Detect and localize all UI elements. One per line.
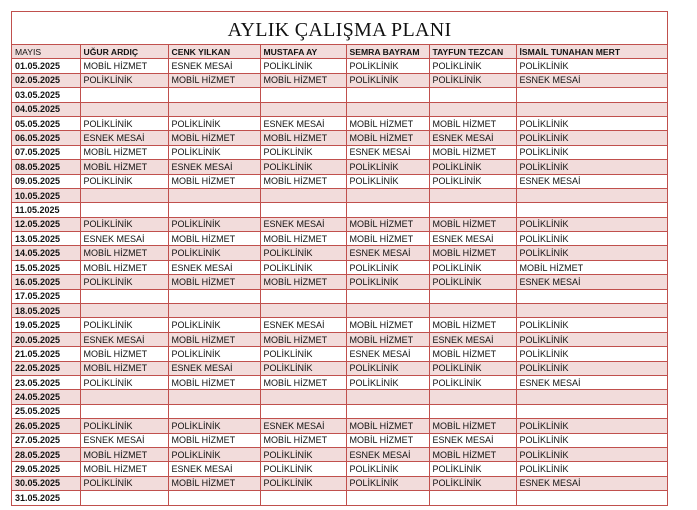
shift-cell[interactable]: ESNEK MESAİ [80, 232, 168, 246]
shift-cell[interactable]: POLİKLİNİK [516, 116, 667, 130]
shift-cell[interactable]: POLİKLİNİK [260, 145, 346, 159]
shift-cell[interactable] [516, 203, 667, 217]
shift-cell[interactable]: POLİKLİNİK [80, 217, 168, 231]
shift-cell[interactable]: POLİKLİNİK [260, 59, 346, 73]
shift-cell[interactable]: MOBİL HİZMET [429, 217, 516, 231]
shift-cell[interactable]: ESNEK MESAİ [168, 160, 260, 174]
shift-cell[interactable]: ESNEK MESAİ [346, 447, 429, 461]
month-header: MAYIS [12, 45, 80, 59]
table-row [12, 203, 667, 217]
shift-cell[interactable] [516, 491, 667, 505]
shift-cell[interactable]: MOBİL HİZMET [168, 131, 260, 145]
shift-cell[interactable]: MOBİL HİZMET [260, 332, 346, 346]
shift-cell[interactable]: POLİKLİNİK [429, 260, 516, 274]
shift-cell[interactable]: MOBİL HİZMET [260, 433, 346, 447]
table-row [12, 131, 667, 145]
shift-cell[interactable] [168, 289, 260, 303]
shift-cell[interactable] [80, 304, 168, 318]
table-row [12, 73, 667, 87]
shift-cell[interactable] [80, 102, 168, 116]
shift-cell[interactable]: POLİKLİNİK [168, 347, 260, 361]
table-row [12, 174, 667, 188]
shift-cell[interactable]: POLİKLİNİK [346, 260, 429, 274]
shift-cell[interactable]: MOBİL HİZMET [168, 275, 260, 289]
date-cell[interactable]: 15.05.2025 [12, 260, 80, 274]
date-cell[interactable]: 21.05.2025 [12, 347, 80, 361]
date-cell[interactable]: 29.05.2025 [12, 462, 80, 476]
shift-cell[interactable]: MOBİL HİZMET [429, 116, 516, 130]
shift-cell[interactable]: MOBİL HİZMET [80, 59, 168, 73]
shift-cell[interactable]: POLİKLİNİK [168, 246, 260, 260]
shift-cell[interactable]: MOBİL HİZMET [346, 433, 429, 447]
table-row [12, 361, 667, 375]
shift-cell[interactable]: ESNEK MESAİ [516, 476, 667, 490]
shift-cell[interactable] [429, 203, 516, 217]
date-cell[interactable]: 01.05.2025 [12, 59, 80, 73]
table-row [12, 404, 667, 418]
date-cell[interactable]: 16.05.2025 [12, 275, 80, 289]
table-row [12, 188, 667, 202]
shift-cell[interactable] [80, 289, 168, 303]
shift-cell[interactable]: ESNEK MESAİ [429, 232, 516, 246]
table-row [12, 232, 667, 246]
table-row [12, 375, 667, 389]
date-cell[interactable]: 06.05.2025 [12, 131, 80, 145]
shift-cell[interactable]: POLİKLİNİK [346, 275, 429, 289]
date-cell[interactable]: 17.05.2025 [12, 289, 80, 303]
shift-cell[interactable]: ESNEK MESAİ [260, 217, 346, 231]
date-cell[interactable]: 04.05.2025 [12, 102, 80, 116]
shift-cell[interactable] [80, 491, 168, 505]
shift-cell[interactable] [429, 491, 516, 505]
shift-cell[interactable]: ESNEK MESAİ [516, 375, 667, 389]
shift-cell[interactable]: POLİKLİNİK [168, 116, 260, 130]
table-row [12, 217, 667, 231]
shift-cell[interactable]: MOBİL HİZMET [260, 174, 346, 188]
date-cell[interactable]: 18.05.2025 [12, 304, 80, 318]
shift-cell[interactable]: MOBİL HİZMET [80, 160, 168, 174]
shift-cell[interactable]: ESNEK MESAİ [260, 419, 346, 433]
shift-cell[interactable]: ESNEK MESAİ [516, 275, 667, 289]
shift-cell[interactable]: ESNEK MESAİ [429, 433, 516, 447]
shift-cell[interactable]: POLİKLİNİK [516, 318, 667, 332]
table-row [12, 102, 667, 116]
shift-cell[interactable]: POLİKLİNİK [429, 275, 516, 289]
table-row [12, 476, 667, 490]
shift-cell[interactable]: MOBİL HİZMET [346, 419, 429, 433]
shift-cell[interactable] [346, 203, 429, 217]
shift-cell[interactable] [516, 102, 667, 116]
shift-cell[interactable]: POLİKLİNİK [516, 59, 667, 73]
shift-cell[interactable]: POLİKLİNİK [429, 361, 516, 375]
table-body [12, 59, 667, 505]
shift-cell[interactable]: POLİKLİNİK [429, 375, 516, 389]
shift-cell[interactable]: ESNEK MESAİ [168, 260, 260, 274]
date-cell[interactable]: 14.05.2025 [12, 246, 80, 260]
shift-cell[interactable]: MOBİL HİZMET [80, 462, 168, 476]
shift-cell[interactable]: POLİKLİNİK [346, 59, 429, 73]
shift-cell[interactable] [346, 304, 429, 318]
shift-cell[interactable] [260, 102, 346, 116]
table-row [12, 491, 667, 505]
shift-cell[interactable]: POLİKLİNİK [346, 462, 429, 476]
date-cell[interactable]: 30.05.2025 [12, 476, 80, 490]
shift-cell[interactable]: MOBİL HİZMET [80, 145, 168, 159]
header-row [12, 45, 667, 59]
table-row [12, 318, 667, 332]
date-cell[interactable]: 08.05.2025 [12, 160, 80, 174]
shift-cell[interactable]: POLİKLİNİK [516, 217, 667, 231]
shift-cell[interactable] [168, 404, 260, 418]
shift-cell[interactable] [168, 390, 260, 404]
shift-cell[interactable]: ESNEK MESAİ [516, 174, 667, 188]
shift-cell[interactable]: POLİKLİNİK [516, 332, 667, 346]
shift-cell[interactable]: POLİKLİNİK [429, 160, 516, 174]
shift-cell[interactable]: POLİKLİNİK [80, 476, 168, 490]
shift-cell[interactable]: ESNEK MESAİ [346, 145, 429, 159]
date-cell[interactable]: 19.05.2025 [12, 318, 80, 332]
shift-cell[interactable] [346, 390, 429, 404]
shift-cell[interactable] [80, 88, 168, 102]
table-row [12, 88, 667, 102]
shift-cell[interactable]: POLİKLİNİK [346, 361, 429, 375]
date-cell[interactable]: 28.05.2025 [12, 447, 80, 461]
table-row [12, 332, 667, 346]
table-row [12, 160, 667, 174]
shift-cell[interactable] [516, 404, 667, 418]
shift-cell[interactable]: POLİKLİNİK [260, 246, 346, 260]
shift-cell[interactable]: MOBİL HİZMET [346, 116, 429, 130]
shift-cell[interactable]: ESNEK MESAİ [168, 59, 260, 73]
schedule-table [12, 45, 667, 505]
shift-cell[interactable]: POLİKLİNİK [516, 232, 667, 246]
shift-cell[interactable]: POLİKLİNİK [346, 375, 429, 389]
shift-cell[interactable] [80, 203, 168, 217]
shift-cell[interactable]: POLİKLİNİK [80, 419, 168, 433]
shift-cell[interactable] [429, 289, 516, 303]
shift-cell[interactable]: MOBİL HİZMET [260, 232, 346, 246]
employee-header: TAYFUN TEZCAN [429, 45, 516, 59]
shift-cell[interactable]: POLİKLİNİK [168, 447, 260, 461]
shift-cell[interactable] [80, 390, 168, 404]
shift-cell[interactable]: MOBİL HİZMET [429, 419, 516, 433]
shift-cell[interactable]: MOBİL HİZMET [168, 174, 260, 188]
date-cell[interactable]: 20.05.2025 [12, 332, 80, 346]
shift-cell[interactable]: ESNEK MESAİ [168, 462, 260, 476]
shift-cell[interactable] [260, 88, 346, 102]
shift-cell[interactable]: MOBİL HİZMET [168, 232, 260, 246]
shift-cell[interactable] [346, 289, 429, 303]
shift-cell[interactable]: MOBİL HİZMET [346, 318, 429, 332]
shift-cell[interactable]: MOBİL HİZMET [429, 246, 516, 260]
table-row [12, 145, 667, 159]
shift-cell[interactable]: MOBİL HİZMET [168, 73, 260, 87]
table-row [12, 347, 667, 361]
shift-cell[interactable]: POLİKLİNİK [429, 476, 516, 490]
table-row [12, 246, 667, 260]
shift-cell[interactable]: ESNEK MESAİ [260, 318, 346, 332]
table-row [12, 116, 667, 130]
shift-cell[interactable] [260, 390, 346, 404]
employee-header: İSMAİL TUNAHAN MERT [516, 45, 667, 59]
shift-cell[interactable]: POLİKLİNİK [346, 160, 429, 174]
shift-cell[interactable] [429, 188, 516, 202]
shift-cell[interactable]: POLİKLİNİK [80, 375, 168, 389]
table-row [12, 419, 667, 433]
date-cell[interactable]: 11.05.2025 [12, 203, 80, 217]
shift-cell[interactable]: POLİKLİNİK [260, 476, 346, 490]
shift-cell[interactable]: MOBİL HİZMET [429, 145, 516, 159]
shift-cell[interactable] [346, 188, 429, 202]
shift-cell[interactable]: POLİKLİNİK [516, 433, 667, 447]
table-row [12, 462, 667, 476]
shift-cell[interactable]: POLİKLİNİK [516, 160, 667, 174]
shift-cell[interactable] [429, 304, 516, 318]
shift-cell[interactable]: MOBİL HİZMET [168, 375, 260, 389]
shift-cell[interactable]: POLİKLİNİK [516, 246, 667, 260]
date-cell[interactable]: 03.05.2025 [12, 88, 80, 102]
shift-cell[interactable]: POLİKLİNİK [429, 462, 516, 476]
table-row [12, 433, 667, 447]
shift-cell[interactable]: MOBİL HİZMET [80, 246, 168, 260]
table-row [12, 304, 667, 318]
shift-cell[interactable]: ESNEK MESAİ [346, 246, 429, 260]
shift-cell[interactable] [168, 188, 260, 202]
shift-cell[interactable]: MOBİL HİZMET [260, 375, 346, 389]
shift-cell[interactable] [260, 289, 346, 303]
table-row [12, 275, 667, 289]
shift-cell[interactable]: MOBİL HİZMET [429, 447, 516, 461]
shift-cell[interactable]: MOBİL HİZMET [429, 347, 516, 361]
schedule-sheet [11, 11, 668, 506]
table-row [12, 260, 667, 274]
table-row [12, 289, 667, 303]
shift-cell[interactable] [260, 304, 346, 318]
shift-cell[interactable]: MOBİL HİZMET [346, 332, 429, 346]
shift-cell[interactable]: ESNEK MESAİ [429, 332, 516, 346]
shift-cell[interactable]: POLİKLİNİK [346, 476, 429, 490]
date-cell[interactable]: 13.05.2025 [12, 232, 80, 246]
date-cell[interactable]: 31.05.2025 [12, 491, 80, 505]
shift-cell[interactable]: POLİKLİNİK [80, 318, 168, 332]
shift-cell[interactable]: POLİKLİNİK [516, 462, 667, 476]
date-cell[interactable]: 05.05.2025 [12, 116, 80, 130]
shift-cell[interactable] [260, 491, 346, 505]
table-row [12, 59, 667, 73]
date-cell[interactable]: 12.05.2025 [12, 217, 80, 231]
shift-cell[interactable]: MOBİL HİZMET [168, 332, 260, 346]
shift-cell[interactable]: POLİKLİNİK [429, 73, 516, 87]
date-cell[interactable]: 25.05.2025 [12, 404, 80, 418]
shift-cell[interactable]: POLİKLİNİK [516, 347, 667, 361]
date-cell[interactable]: 26.05.2025 [12, 419, 80, 433]
shift-cell[interactable]: MOBİL HİZMET [346, 217, 429, 231]
shift-cell[interactable]: POLİKLİNİK [80, 116, 168, 130]
shift-cell[interactable] [346, 102, 429, 116]
shift-cell[interactable] [346, 491, 429, 505]
date-cell[interactable]: 24.05.2025 [12, 390, 80, 404]
shift-cell[interactable]: POLİKLİNİK [346, 73, 429, 87]
shift-cell[interactable]: POLİKLİNİK [80, 275, 168, 289]
date-cell[interactable]: 23.05.2025 [12, 375, 80, 389]
shift-cell[interactable] [168, 203, 260, 217]
date-cell[interactable]: 07.05.2025 [12, 145, 80, 159]
shift-cell[interactable] [260, 404, 346, 418]
shift-cell[interactable]: POLİKLİNİK [260, 160, 346, 174]
shift-cell[interactable]: ESNEK MESAİ [429, 131, 516, 145]
shift-cell[interactable]: MOBİL HİZMET [80, 447, 168, 461]
date-cell[interactable]: 10.05.2025 [12, 188, 80, 202]
date-cell[interactable]: 27.05.2025 [12, 433, 80, 447]
shift-cell[interactable] [516, 289, 667, 303]
shift-cell[interactable]: MOBİL HİZMET [80, 361, 168, 375]
shift-cell[interactable] [429, 390, 516, 404]
shift-cell[interactable]: POLİKLİNİK [516, 361, 667, 375]
shift-cell[interactable] [346, 404, 429, 418]
shift-cell[interactable]: ESNEK MESAİ [260, 116, 346, 130]
shift-cell[interactable]: POLİKLİNİK [260, 462, 346, 476]
shift-cell[interactable] [168, 304, 260, 318]
shift-cell[interactable]: POLİKLİNİK [168, 145, 260, 159]
shift-cell[interactable]: ESNEK MESAİ [516, 73, 667, 87]
shift-cell[interactable]: MOBİL HİZMET [346, 131, 429, 145]
date-cell[interactable]: 02.05.2025 [12, 73, 80, 87]
shift-cell[interactable]: ESNEK MESAİ [346, 347, 429, 361]
shift-cell[interactable]: POLİKLİNİK [260, 361, 346, 375]
shift-cell[interactable]: MOBİL HİZMET [516, 260, 667, 274]
shift-cell[interactable]: MOBİL HİZMET [260, 73, 346, 87]
shift-cell[interactable]: POLİKLİNİK [168, 217, 260, 231]
shift-cell[interactable] [260, 188, 346, 202]
shift-cell[interactable] [260, 203, 346, 217]
shift-cell[interactable]: POLİKLİNİK [80, 174, 168, 188]
shift-cell[interactable]: MOBİL HİZMET [429, 318, 516, 332]
shift-cell[interactable] [516, 304, 667, 318]
shift-cell[interactable] [168, 491, 260, 505]
shift-cell[interactable]: MOBİL HİZMET [346, 232, 429, 246]
shift-cell[interactable]: POLİKLİNİK [516, 419, 667, 433]
shift-cell[interactable]: POLİKLİNİK [260, 347, 346, 361]
shift-cell[interactable] [168, 88, 260, 102]
shift-cell[interactable]: MOBİL HİZMET [80, 260, 168, 274]
shift-cell[interactable]: ESNEK MESAİ [80, 433, 168, 447]
shift-cell[interactable] [429, 88, 516, 102]
shift-cell[interactable] [516, 88, 667, 102]
shift-cell[interactable]: ESNEK MESAİ [80, 131, 168, 145]
shift-cell[interactable]: POLİKLİNİK [429, 59, 516, 73]
employee-header: CENK YILKAN [168, 45, 260, 59]
shift-cell[interactable]: POLİKLİNİK [516, 447, 667, 461]
shift-cell[interactable] [429, 404, 516, 418]
shift-cell[interactable]: MOBİL HİZMET [260, 275, 346, 289]
employee-header: SEMRA BAYRAM [346, 45, 429, 59]
shift-cell[interactable]: POLİKLİNİK [168, 318, 260, 332]
date-cell[interactable]: 09.05.2025 [12, 174, 80, 188]
shift-cell[interactable]: POLİKLİNİK [429, 174, 516, 188]
shift-cell[interactable]: MOBİL HİZMET [260, 131, 346, 145]
shift-cell[interactable]: MOBİL HİZMET [168, 476, 260, 490]
shift-cell[interactable] [429, 102, 516, 116]
shift-cell[interactable]: POLİKLİNİK [260, 447, 346, 461]
employee-header: UĞUR ARDIÇ [80, 45, 168, 59]
shift-cell[interactable]: POLİKLİNİK [516, 131, 667, 145]
shift-cell[interactable]: ESNEK MESAİ [168, 361, 260, 375]
shift-cell[interactable]: POLİKLİNİK [80, 73, 168, 87]
shift-cell[interactable] [516, 188, 667, 202]
shift-cell[interactable] [80, 188, 168, 202]
shift-cell[interactable] [168, 102, 260, 116]
shift-cell[interactable]: POLİKLİNİK [346, 174, 429, 188]
shift-cell[interactable]: POLİKLİNİK [168, 419, 260, 433]
shift-cell[interactable] [346, 88, 429, 102]
employee-header: MUSTAFA AY [260, 45, 346, 59]
shift-cell[interactable]: MOBİL HİZMET [80, 347, 168, 361]
shift-cell[interactable]: POLİKLİNİK [516, 145, 667, 159]
page-title: AYLIK ÇALIŞMA PLANI [12, 12, 667, 45]
shift-cell[interactable]: POLİKLİNİK [260, 260, 346, 274]
shift-cell[interactable]: ESNEK MESAİ [80, 332, 168, 346]
table-row [12, 390, 667, 404]
table-row [12, 447, 667, 461]
shift-cell[interactable] [516, 390, 667, 404]
shift-cell[interactable] [80, 404, 168, 418]
shift-cell[interactable]: MOBİL HİZMET [168, 433, 260, 447]
date-cell[interactable]: 22.05.2025 [12, 361, 80, 375]
